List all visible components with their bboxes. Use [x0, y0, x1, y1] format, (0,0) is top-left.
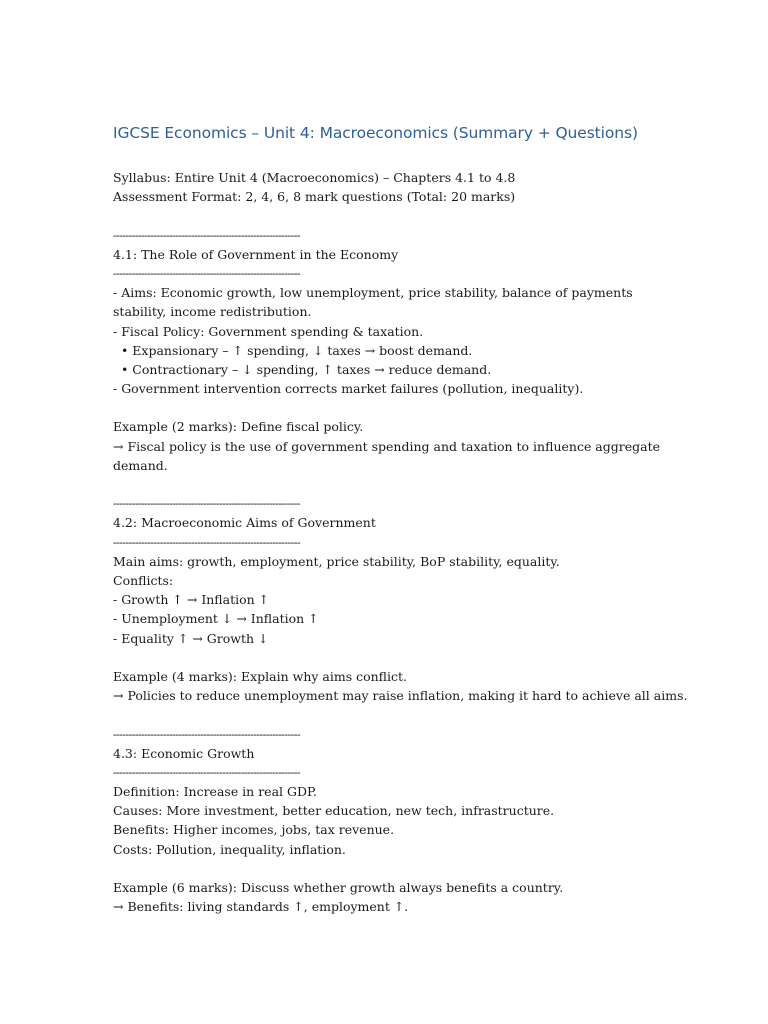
section-4-1-example: Example (2 marks): Define fiscal policy.	[113, 419, 364, 435]
section-4-3-causes: Causes: More investment, better education, new tech, infrastructure.	[113, 803, 555, 819]
section-4-2-conflict-2: - Unemployment ↓ → Inflation ↑	[113, 611, 319, 627]
section-4-1-expansionary: • Expansionary – ↑ spending, ↓ taxes → boost demand.	[113, 342, 473, 358]
section-4-2-conflict-3: - Equality ↑ → Growth ↓	[113, 630, 269, 646]
section-4-2-answer: → Policies to reduce unemployment may raise inflation, making it hard to achieve all aims.	[113, 688, 688, 704]
section-4-2-main-aims: Main aims: growth, employment, price stability, BoP stability, equality.	[113, 553, 560, 569]
spacer	[113, 398, 673, 417]
section-4-1-fiscal: - Fiscal Policy: Government spending & taxation.	[113, 323, 424, 339]
section-4-3-answer: → Benefits: living standards ↑, employment ↑.	[113, 899, 409, 915]
section-4-3-benefits: Benefits: Higher incomes, jobs, tax revenue.	[113, 822, 395, 838]
divider: ------------------------------------------------------------	[113, 266, 301, 280]
assessment-line: Assessment Format: 2, 4, 6, 8 mark questions (Total: 20 marks)	[113, 189, 516, 205]
divider: ------------------------------------------------------------	[113, 497, 301, 511]
section-4-2-conflicts: Conflicts:	[113, 573, 174, 588]
document-body	[113, 168, 688, 916]
section-4-1-aims: - Aims: Economic growth, low unemployment, price stability, balance of payments stability, income redistribution.	[113, 285, 633, 320]
section-4-3-example: Example (6 marks): Discuss whether growth always benefits a country.	[113, 880, 564, 895]
section-heading-4-1: 4.1: The Role of Government in the Economy	[113, 246, 399, 262]
section-4-2-conflict-1: - Growth ↑ → Inflation ↑	[113, 592, 270, 608]
divider: ------------------------------------------------------------	[113, 535, 301, 549]
spacer	[113, 705, 673, 724]
section-4-1-intervention: - Government intervention corrects market failures (pollution, inequality).	[113, 381, 584, 397]
syllabus-line: Syllabus: Entire Unit 4 (Macroeconomics) – Chapters 4.1 to 4.8	[113, 170, 516, 185]
spacer	[113, 475, 673, 494]
section-heading-4-3: 4.3: Economic Growth	[113, 745, 255, 761]
section-heading-4-2: 4.2: Macroeconomic Aims of Government	[113, 515, 376, 531]
section-4-2-example: Example (4 marks): Explain why aims conflict.	[113, 668, 408, 684]
section-4-3-definition: Definition: Increase in real GDP.	[113, 784, 317, 800]
spacer	[113, 206, 673, 225]
section-4-1-contractionary: • Contractionary – ↓ spending, ↑ taxes → reduce demand.	[113, 361, 492, 377]
section-4-3-costs: Costs: Pollution, inequality, inflation.	[113, 841, 346, 857]
document-title: IGCSE Economics – Unit 4: Macroeconomics (Summary + Questions)	[113, 124, 638, 142]
section-4-1-answer: → Fiscal policy is the use of government spending and taxation to influence aggregate demand.	[113, 438, 661, 473]
divider: ------------------------------------------------------------	[113, 727, 301, 741]
divider: ------------------------------------------------------------	[113, 765, 301, 779]
spacer	[113, 859, 673, 878]
divider: ------------------------------------------------------------	[113, 228, 301, 242]
spacer	[113, 648, 673, 667]
